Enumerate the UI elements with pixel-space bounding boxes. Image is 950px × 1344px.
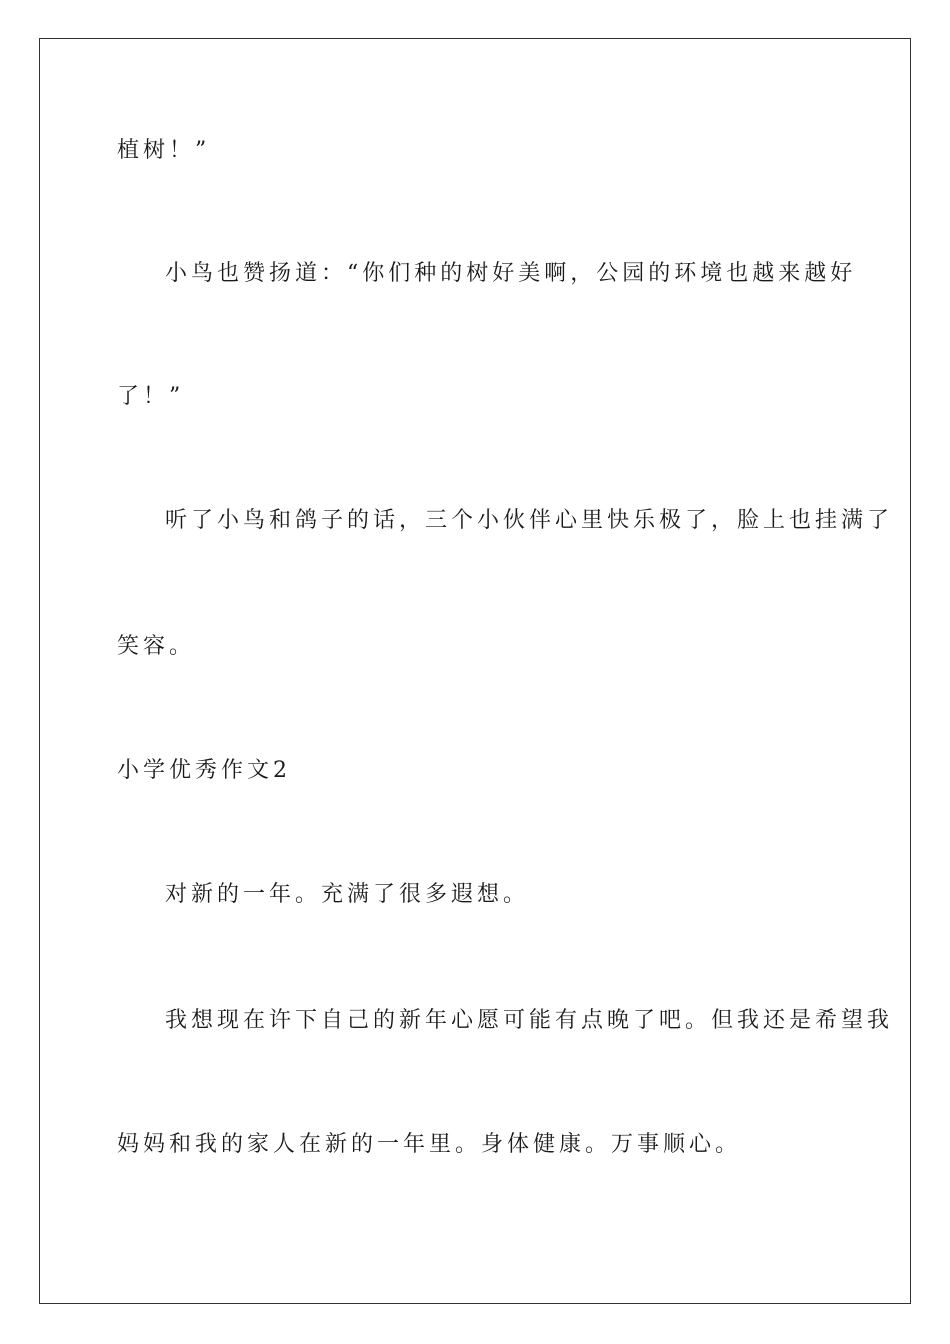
paragraph-start-line: 我想现在许下自己的新年心愿可能有点晚了吧。但我还是希望我 [165, 1008, 894, 1033]
text-line: 妈妈和我的家人在新的一年里。身体健康。万事顺心。 [117, 1132, 742, 1157]
paragraph-start-line: 听了小鸟和鸽子的话，三个小伙伴心里快乐极了，脸上也挂满了 [165, 508, 894, 533]
paragraph-start-line: 对新的一年。充满了很多遐想。 [165, 882, 530, 907]
text-line: 植树！” [117, 138, 211, 163]
section-heading: 小学优秀作文2 [117, 758, 291, 783]
text-line: 笑容。 [117, 634, 196, 659]
paragraph-start-line: 小鸟也赞扬道：“你们种的树好美啊，公园的环境也越来越好 [165, 261, 857, 286]
text-line: 了！” [117, 384, 185, 409]
page-border [39, 38, 911, 1304]
